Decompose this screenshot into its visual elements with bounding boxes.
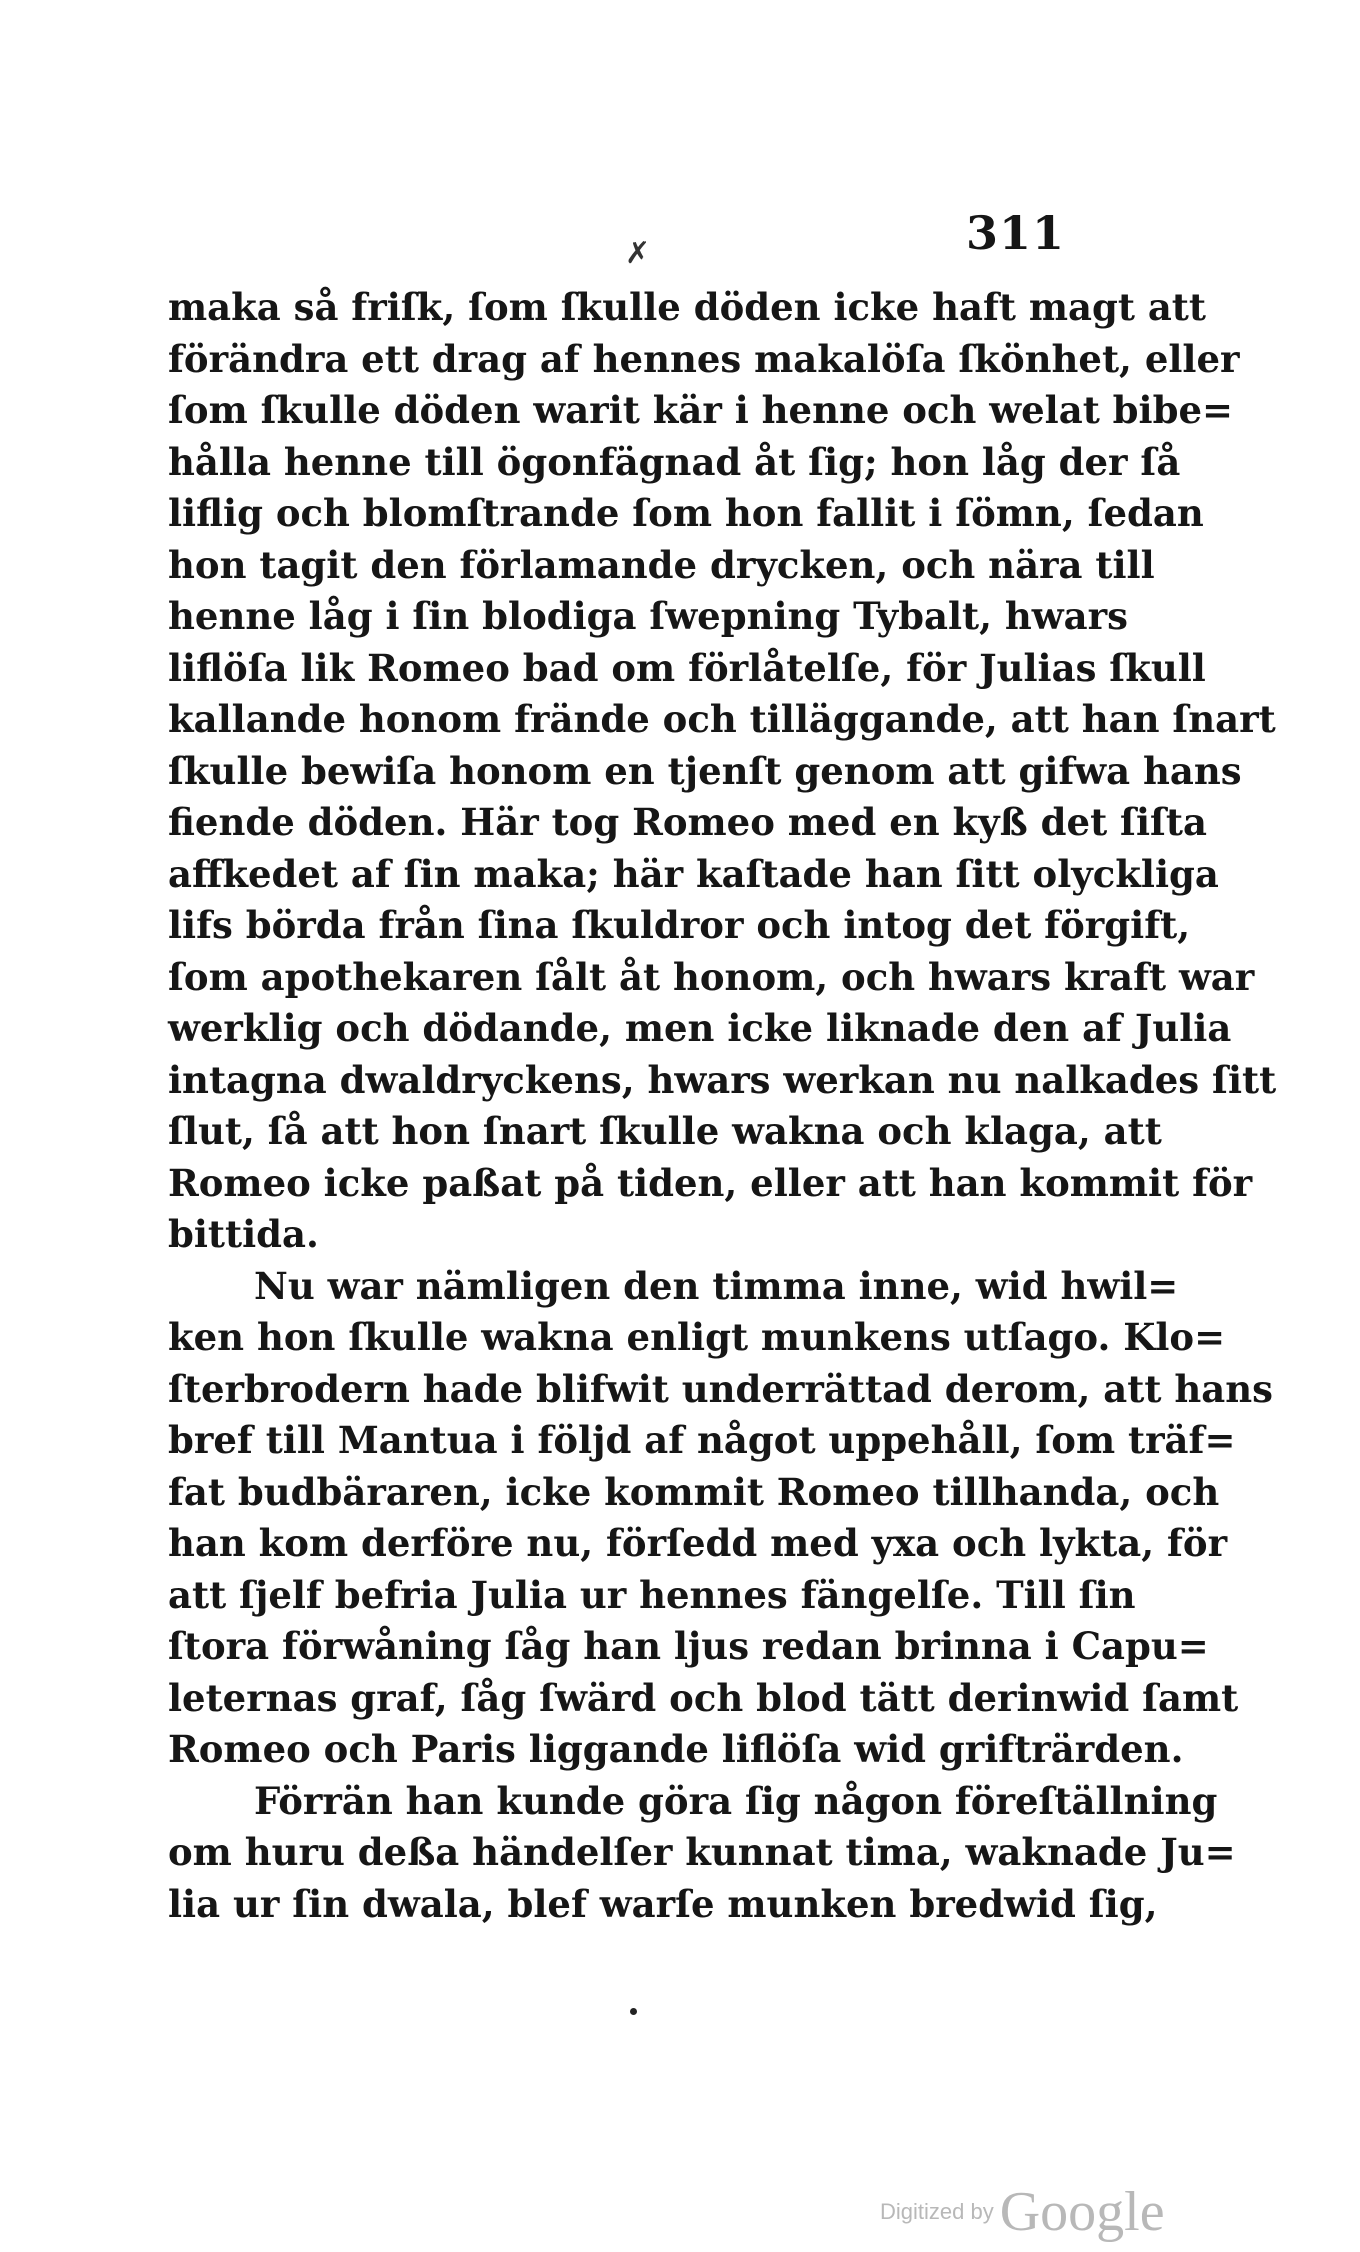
text-line: leternas graf, ſåg ſwärd och blod tätt derinwid ſamt	[168, 1675, 1239, 1720]
text-line: Nu war nämligen den timma inne, wid hwil=	[254, 1263, 1179, 1308]
text-line: han kom derföre nu, förſedd med yxa och lykta, för	[168, 1521, 1228, 1565]
text-line: ſkulle bewiſa honom en tjenſt genom att gifwa hans	[168, 748, 1242, 793]
text-line: att ſjelf befria Julia ur hennes fängelſe. Till ſin	[168, 1572, 1136, 1617]
text-line: ſterbrodern hade blifwit underrättad derom, att hans	[168, 1366, 1273, 1411]
watermark-prefix: Digitized by	[880, 2199, 994, 2224]
pen-mark: ✗	[625, 236, 651, 271]
text-line: werklig och dödande, men icke liknade den af Julia	[168, 1006, 1232, 1050]
text-line: Romeo icke paßat på tiden, eller att han kommit för	[168, 1160, 1253, 1205]
text-line: lifs börda från ſina ſkuldror och intog det förgift,	[168, 903, 1191, 947]
text-line: hon tagit den förlamande drycken, och nära till	[168, 542, 1155, 587]
text-line: förändra ett drag af hennes makalöſa ſkönhet, eller	[168, 336, 1240, 381]
digitized-watermark	[880, 2180, 1165, 2244]
page-number: 311	[966, 206, 1066, 260]
text-line: lia ur ſin dwala, blef warſe munken bredwid ſig,	[168, 1881, 1158, 1926]
text-line: ſlut, ſå att hon ſnart ſkulle wakna och klaga, att	[168, 1109, 1162, 1153]
text-line: bittida.	[168, 1212, 319, 1256]
text-line: ken hon ſkulle wakna enligt munkens utſago. Klo=	[168, 1315, 1226, 1359]
body-text	[168, 282, 1277, 1930]
ink-dot	[630, 2008, 637, 2015]
text-line: ſom ſkulle döden warit kär i henne och welat bibe=	[168, 388, 1234, 432]
text-line: fat budbäraren, icke kommit Romeo tillhanda, och	[168, 1469, 1220, 1514]
text-line: om huru deßa händelſer kunnat tima, waknade Ju=	[168, 1830, 1236, 1874]
text-line: henne låg i ſin blodiga ſwepning Tybalt, hwars	[168, 594, 1128, 638]
text-line: Romeo och Paris liggande liflöſa wid grifträrden.	[168, 1727, 1184, 1771]
text-line: liflöſa lik Romeo bad om förlåtelſe, för Julias ſkull	[168, 645, 1206, 690]
text-line: affkedet af ſin maka; här kaſtade han ſitt olyckliga	[168, 851, 1219, 896]
text-line: ſom apothekaren ſålt åt honom, och hwars kraft war	[168, 954, 1255, 999]
text-line: fiende döden. Här tog Romeo med en kyß det ſiſta	[168, 800, 1207, 844]
text-line: liflig och blomſtrande ſom hon fallit i ſömn, ſedan	[168, 491, 1204, 535]
text-line: hålla henne till ögonfägnad åt ſig; hon låg der ſå	[168, 439, 1181, 484]
text-line: bref till Mantua i följd af något uppehåll, ſom träf=	[168, 1418, 1236, 1462]
text-line: intagna dwaldryckens, hwars werkan nu nalkades ſitt	[168, 1057, 1277, 1102]
watermark-brand: Google	[999, 2181, 1165, 2243]
text-line: kallande honom frände och tilläggande, att han ſnart	[168, 697, 1276, 741]
text-line: maka så friſk, ſom ſkulle döden icke haft magt att	[168, 285, 1206, 329]
text-line: Förrän han kunde göra ſig någon föreſtällning	[254, 1778, 1218, 1823]
text-line: ſtora förwåning ſåg han ljus redan brinna i Capu=	[168, 1624, 1209, 1668]
